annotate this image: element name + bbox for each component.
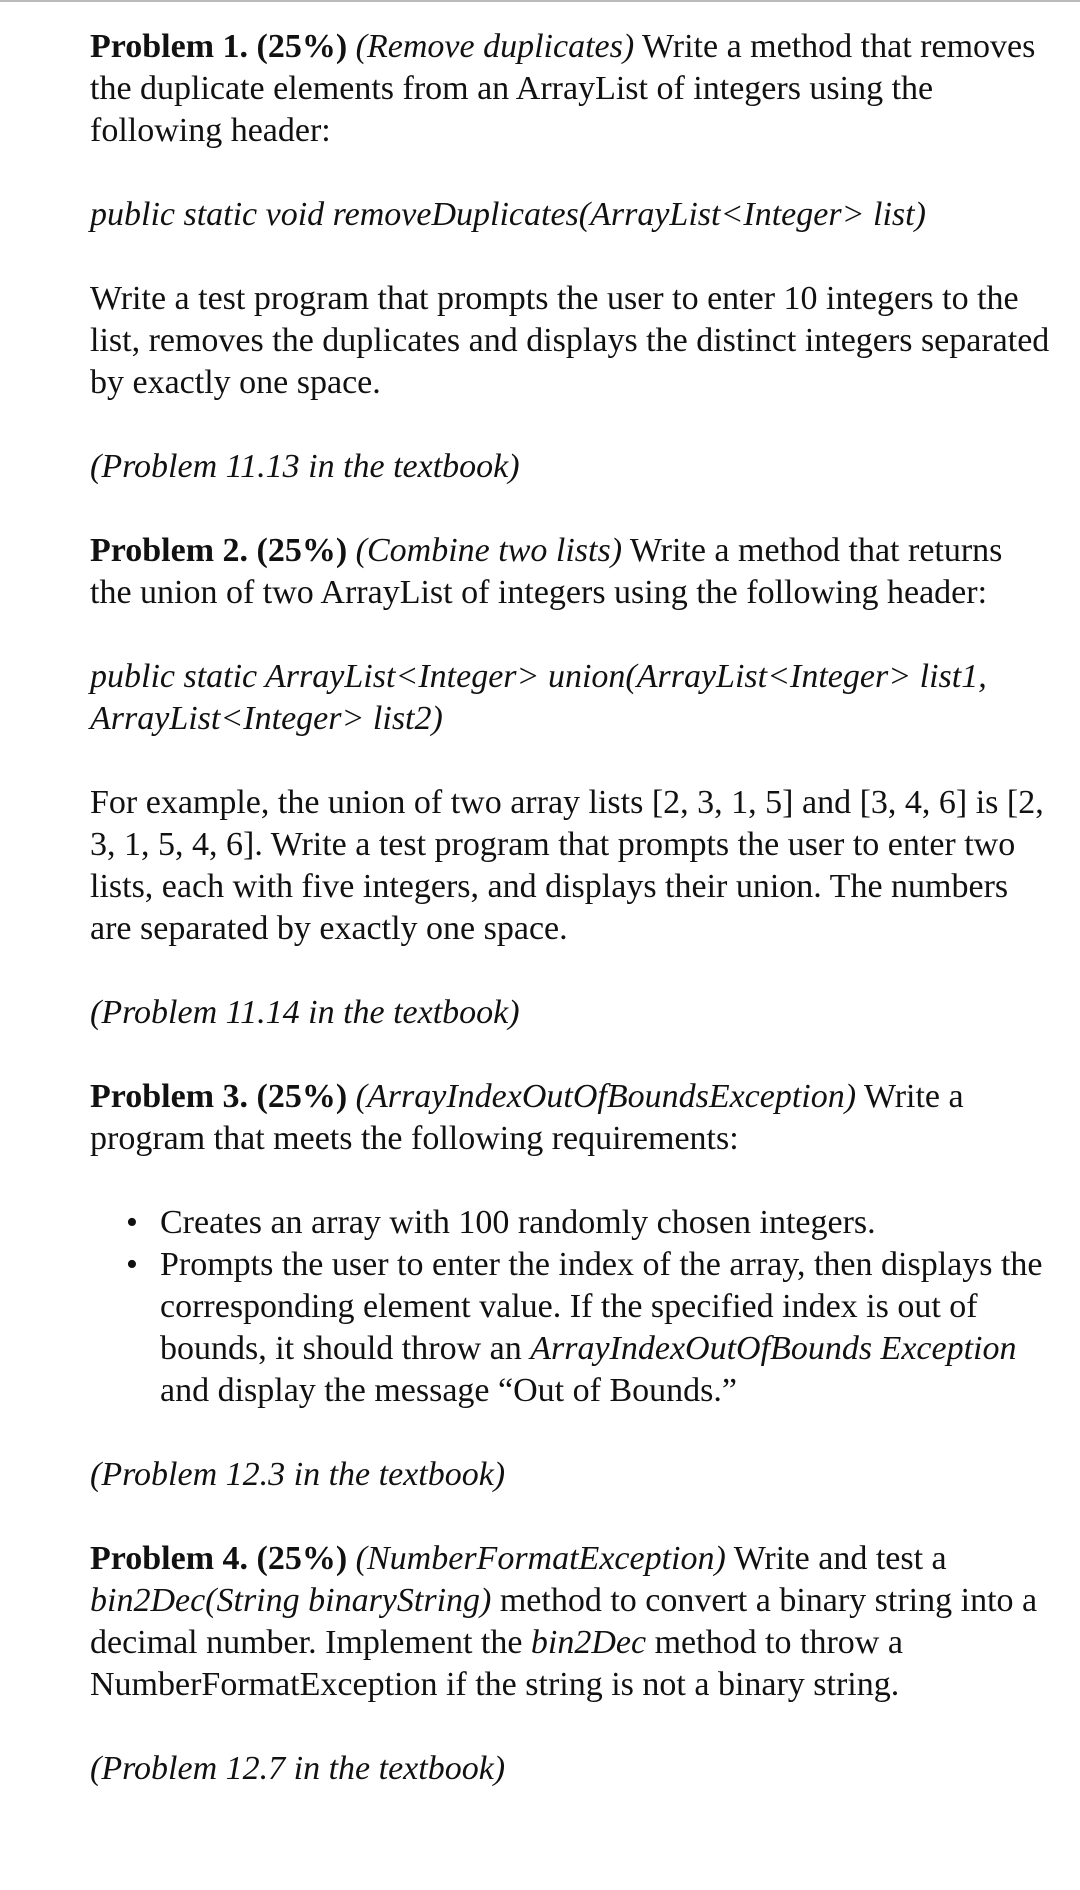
problem-2-statement (90, 530, 1050, 614)
assignment-document (90, 26, 1050, 1790)
problem-2-heading: Problem 2. (25%) (90, 532, 348, 569)
problem-4-intro-c: method to throw a NumberFormatException if the string is not a binary string. (90, 1624, 903, 1703)
problem-4-intro-b: method to convert a binary string into a decimal number. Implement the (90, 1582, 1038, 1661)
problem-3-requirement-2-text-c: and display the message “Out of Bounds.” (160, 1372, 737, 1409)
problem-2-reference: (Problem 11.14 in the textbook) (90, 994, 520, 1031)
problem-4-intro-a: Write and test a (725, 1540, 947, 1577)
top-border (0, 0, 1080, 2)
problem-4-reference: (Problem 12.7 in the textbook) (90, 1750, 506, 1787)
problem-3-exception-name: ArrayIndexOutOfBounds Exception (530, 1330, 1017, 1367)
problem-4-method-name: bin2Dec (530, 1624, 647, 1661)
problem-1-heading: Problem 1. (25%) (90, 28, 348, 65)
problem-2-signature: public static ArrayList<Integer> union(ArrayList<Integer> list1, ArrayList<Integer> list2) (90, 658, 987, 737)
problem-1-body: Write a test program that prompts the user to enter 10 integers to the list, removes the duplicates and displays the distinct integers separated by exactly one space. (90, 280, 1050, 401)
problem-1-intro: Write a method that removes the duplicate elements from an ArrayList of integers using the following header: (90, 28, 1036, 149)
problem-3-heading: Problem 3. (25%) (90, 1078, 348, 1115)
problem-3-intro: Write a program that meets the following requirements: (90, 1078, 964, 1157)
problem-1-statement (90, 26, 1050, 152)
problem-2-body: For example, the union of two array lists [2, 3, 1, 5] and [3, 4, 6] is [2, 3, 1, 5, 4, 6]. Write a test program that prompts the user to enter two lists, each with five integers, and displays their union. The numbers are separated by exactly one space. (90, 784, 1044, 947)
problem-3-requirement-2 (90, 1244, 1050, 1412)
problem-4-statement (90, 1538, 1050, 1706)
problem-4-method-signature: bin2Dec(String binaryString) (90, 1582, 492, 1619)
problem-2-topic: (Combine two lists) (355, 532, 623, 569)
problem-3-requirements-list (90, 1202, 1050, 1412)
problem-3-statement (90, 1076, 1050, 1160)
problem-1-topic: (Remove duplicates) (355, 28, 635, 65)
problem-1-reference: (Problem 11.13 in the textbook) (90, 448, 520, 485)
problem-4-topic: (NumberFormatException) (355, 1540, 726, 1577)
problem-3-requirement-1: • Creates an array with 100 randomly chosen integers. (90, 1202, 1050, 1244)
problem-3-requirement-2-text-a: Prompts the user to enter the index of the array, then displays the corresponding element value. If the specified index is out of bounds, it should throw an (160, 1246, 1043, 1367)
problem-1-signature: public static void removeDuplicates(ArrayList<Integer> list) (90, 196, 926, 233)
problem-3-topic: (ArrayIndexOutOfBoundsException) (355, 1078, 857, 1115)
problem-2-intro: Write a method that returns the union of two ArrayList of integers using the following header: (90, 532, 1003, 611)
problem-4-heading: Problem 4. (25%) (90, 1540, 348, 1577)
problem-3-reference: (Problem 12.3 in the textbook) (90, 1456, 506, 1493)
